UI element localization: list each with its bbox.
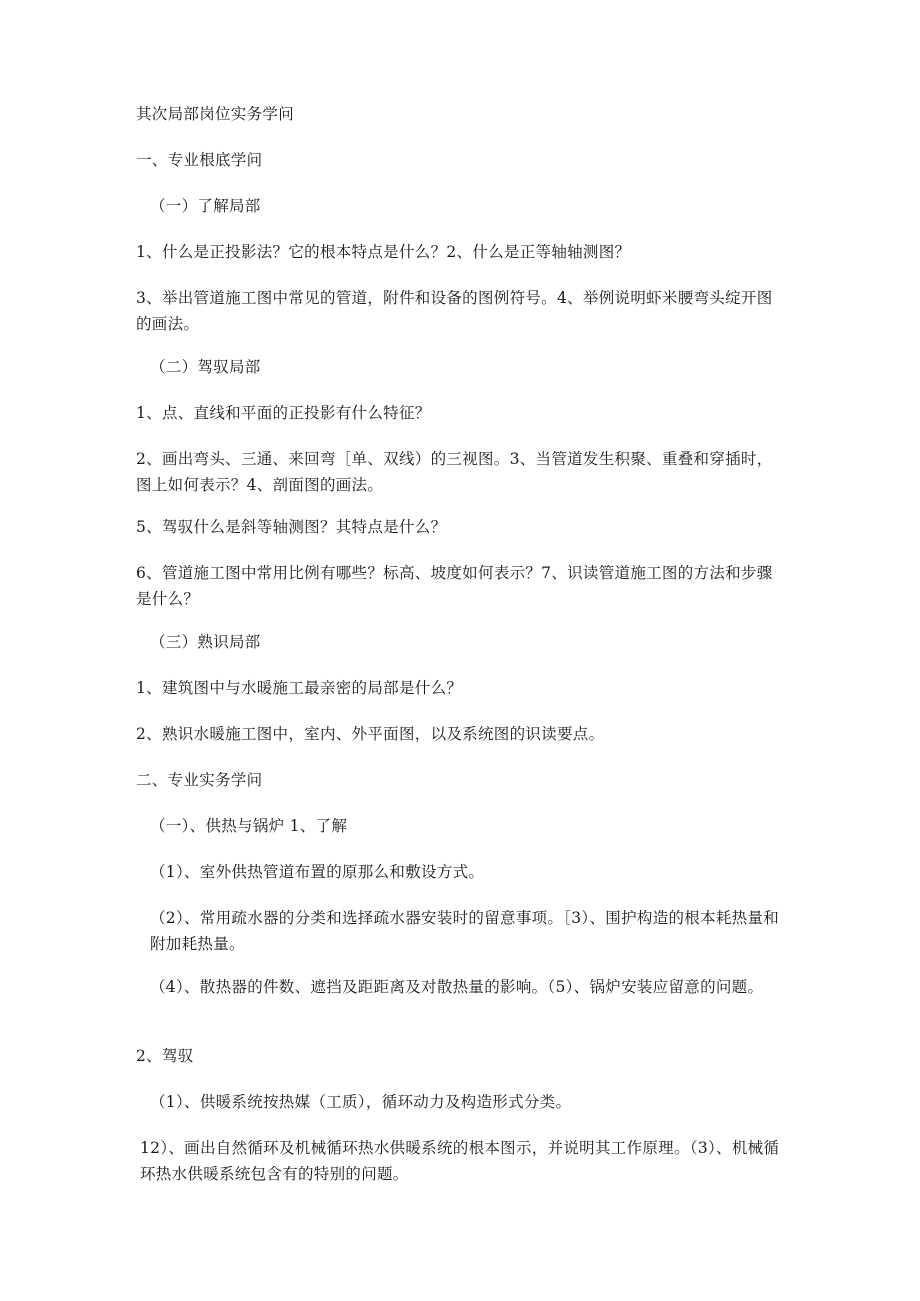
section-heading: 2、驾驭 xyxy=(136,1047,194,1065)
subsection-heading: （三）熟识局部 xyxy=(150,633,261,651)
paragraph: 5、驾驭什么是斜等轴测图？其特点是什么？ xyxy=(136,518,447,536)
paragraph: 2、熟识水暖施工图中，室内、外平面图，以及系统图的识读要点。 xyxy=(136,725,605,743)
paragraph: （4）、散热器的件数、遮挡及距距离及对散热量的影响。（5）、锅炉安装应留意的问题。 xyxy=(150,978,764,996)
paragraph: 2、画出弯头、三通、来回弯［单、双线）的三视图。3、当管道发生积聚、重叠和穿插时，图上如何表示？4、剖面图的画法。 xyxy=(136,450,773,494)
document-title: 其次局部岗位实务学问 xyxy=(136,105,295,123)
subsection-heading: （二）驾驭局部 xyxy=(150,358,261,376)
section-heading: 二、专业实务学问 xyxy=(136,771,263,789)
paragraph: 3、举出管道施工图中常见的管道，附件和设备的图例符号。4、举例说明虾米腰弯头绽开图的画法。 xyxy=(136,289,773,333)
subsection-heading: （一）、供热与锅炉 1、了解 xyxy=(150,817,348,835)
paragraph: 1、建筑图中与水暖施工最亲密的局部是什么？ xyxy=(136,679,463,697)
section-heading: 一、专业根底学问 xyxy=(136,151,263,169)
paragraph: 1、什么是正投影法？它的根本特点是什么？2、什么是正等轴轴测图？ xyxy=(136,243,631,261)
paragraph: 6、管道施工图中常用比例有哪些？标高、坡度如何表示？7、识读管道施工图的方法和步骤是什么？ xyxy=(136,564,773,608)
paragraph: （2）、常用疏水器的分类和选择疏水器安装时的留意事项。［3）、围护构造的根本耗热量和附加耗热量。 xyxy=(150,909,780,953)
paragraph: 12）、画出自然循环及机械循环热水供暖系统的根本图示，并说明其工作原理。（3）、机械循环热水供暖系统包含有的特别的问题。 xyxy=(140,1139,780,1183)
subsection-heading: （一）了解局部 xyxy=(150,197,261,215)
paragraph: （1）、供暖系统按热媒（工质），循环动力及构造形式分类。 xyxy=(150,1093,572,1111)
paragraph: （1）、室外供热管道布置的原那么和敷设方式。 xyxy=(150,863,485,881)
paragraph: 1、点、直线和平面的正投影有什么特征？ xyxy=(136,404,431,422)
